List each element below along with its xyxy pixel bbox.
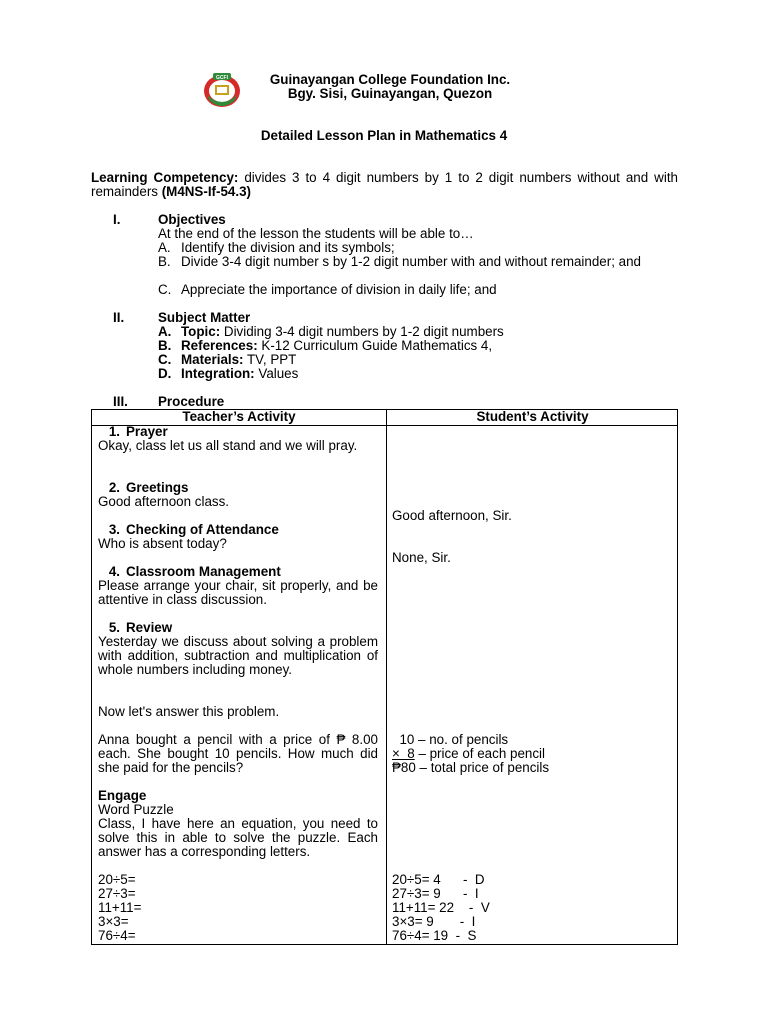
engage-title: Engage [98,788,147,803]
engage-equation: 27÷3= [98,886,136,901]
objectives-intro: At the end of the lesson the students will be able to… [158,226,474,241]
school-name: Guinayangan College Foundation Inc. [269,72,511,87]
step-prayer-title: 1. Prayer [108,424,168,439]
review-text: Yesterday we discuss about solving a problem with addition, subtraction and multiplication of whole numbers including money. [98,634,378,677]
engage-text: Class, I have here an equation, you need to solve this in able to solve the puzzle. Each answer has a corresponding letters. [98,816,378,859]
svg-text:GCFI: GCFI [216,75,228,81]
engage-equation: 11+11= [98,900,142,915]
step-greetings-title: 2. Greetings [108,480,189,495]
objective-item: Appreciate the importance of division in daily life; and [181,282,497,297]
attendance-text: Who is absent today? [98,536,227,551]
section-title-objectives: Objectives [158,212,226,227]
subject-value: Values [254,366,299,381]
attendance-response: None, Sir. [392,550,451,565]
objective-letter: A. [158,240,171,255]
review-prompt: Now let's answer this problem. [98,704,280,719]
review-answer-line: 10 – no. of pencils [392,732,509,747]
teacher-activity-header: Teacher’s Activity [182,409,296,424]
subject-topic [181,325,504,339]
objective-item: Divide 3-4 digit number s by 1-2 digit number with and without remainder; and [181,254,641,269]
subject-label: Topic: [181,324,221,339]
engage-equation: 3×3= [98,914,129,929]
subject-letter: C. [158,352,172,367]
student-activity-header: Student’s Activity [476,409,589,424]
step-attendance-title: 3. Checking of Attendance [108,522,279,537]
document-title: Detailed Lesson Plan in Mathematics 4 [260,128,508,143]
objective-letter: B. [158,254,171,269]
subject-label: References: [181,338,258,353]
table-column-divider [386,410,387,944]
subject-letter: A. [158,324,172,339]
objective-letter: C. [158,282,172,297]
subject-label: Integration: [181,366,255,381]
review-problem: Anna bought a pencil with a price of ₱ 8.00 each. She bought 10 pencils. How much did she paid for the pencils? [98,732,378,775]
engage-answer: 27÷3= 9 - I [392,886,479,901]
engage-answer: 20÷5= 4 - D [392,872,485,887]
greetings-text: Good afternoon class. [98,494,230,509]
subject-integration [181,367,298,381]
school-address: Bgy. Sisi, Guinayangan, Quezon [287,86,493,101]
subject-value: Dividing 3-4 digit numbers by 1-2 digit numbers [220,324,504,339]
competency-label: Learning Competency: [91,170,239,185]
review-answer-line: ₱80 – total price of pencils [392,760,550,775]
engage-answer: 11+11= 22 - V [392,900,490,915]
management-text: Please arrange your chair, sit properly, and be attentive in class discussion. [98,578,378,607]
subject-materials [181,353,296,367]
school-logo-icon [201,71,243,109]
review-answer-line: × 8 – price of each pencil [392,746,545,761]
subject-letter: D. [158,366,172,381]
competency-code: (M4NS-If-54.3) [161,184,251,199]
section-numeral-procedure: III. [113,394,128,409]
engage-answer: 76÷4= 19 - S [392,928,477,943]
subject-references [181,339,492,353]
subject-value: K-12 Curriculum Guide Mathematics 4, [257,338,493,353]
section-title-procedure: Procedure [158,394,225,409]
prayer-text: Okay, class let us all stand and we will pray. [98,438,358,453]
section-numeral-subject: II. [113,310,125,325]
engage-equation: 20÷5= [98,872,136,887]
subject-value: TV, PPT [243,352,297,367]
step-management-title: 4. Classroom Management [108,564,281,579]
competency-text: divides 3 to 4 digit numbers by 1 to 2 digit numbers without and with remainders [91,170,678,199]
objective-item: Identify the division and its symbols; [181,240,395,255]
section-title-subject: Subject Matter [158,310,251,325]
learning-competency [91,171,678,199]
step-review-title: 5. Review [108,620,173,635]
procedure-table [91,409,678,945]
greetings-response: Good afternoon, Sir. [392,508,512,523]
section-numeral-objectives: I. [113,212,121,227]
engage-subtitle: Word Puzzle [98,802,174,817]
engage-answer: 3×3= 9 - I [392,914,476,929]
subject-letter: B. [158,338,172,353]
subject-label: Materials: [181,352,244,367]
school-header [245,73,535,101]
engage-equation: 76÷4= [98,928,136,943]
